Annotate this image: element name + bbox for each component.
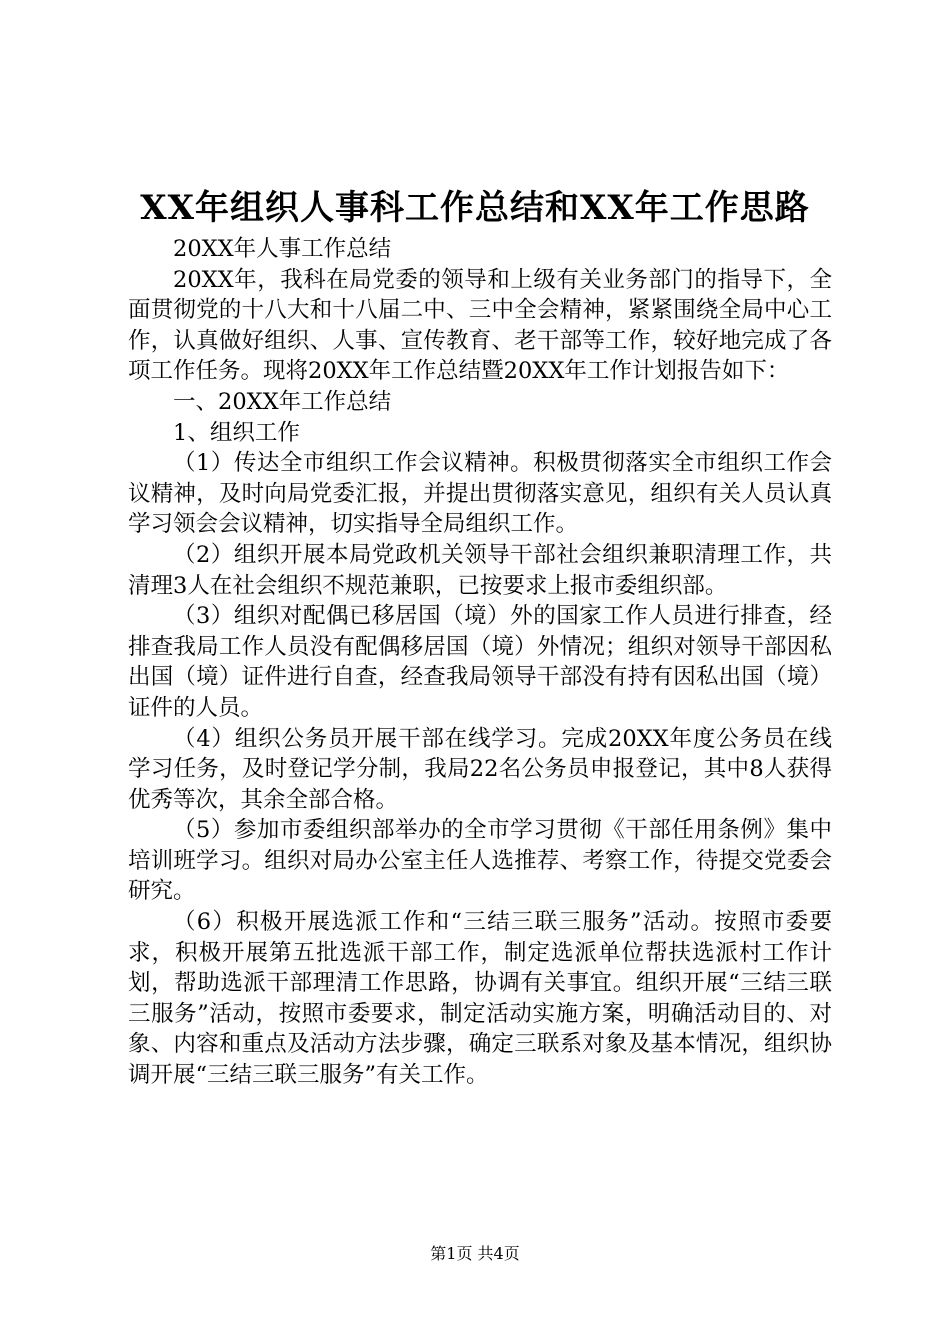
document-title: XX年组织人事科工作总结和XX年工作思路 [140, 188, 810, 228]
paragraph-item-2: （2）组织开展本局党政机关领导干部社会组织兼职清理工作，共清理3人在社会组织不规范兼职，已按要求上报市委组织部。 [128, 541, 832, 599]
page-footer: 第1页 共4页 [430, 1244, 520, 1263]
paragraph-subtitle: 20XX年人事工作总结 [173, 236, 392, 262]
section-heading: 一、20XX年工作总结 [173, 388, 392, 415]
paragraph-intro: 20XX年，我科在局党委的领导和上级有关业务部门的指导下，全面贯彻党的十八大和十八届二中、三中全会精神，紧紧围绕全局中心工作，认真做好组织、人事、宣传教育、老干部等工作，较好地完成了各项工作任务。现将20XX年工作总结暨20XX年工作计划报告如下： [128, 266, 832, 385]
document-body [128, 234, 832, 1091]
paragraph-item-5: （5）参加市委组织部举办的全市学习贯彻《干部任用条例》集中培训班学习。组织对局办公室主任人选推荐、考察工作，待提交党委会研究。 [128, 817, 832, 905]
paragraph-item-3: （3）组织对配偶已移居国（境）外的国家工作人员进行排查，经排查我局工作人员没有配偶移居国（境）外情况；组织对领导干部因私出国（境）证件进行自查，经查我局领导干部没有持有因私出国（境）证件的人员。 [128, 603, 832, 721]
paragraph-item-4: （4）组织公务员开展干部在线学习。完成20XX年度公务员在线学习任务，及时登记学分制，我局22名公务员申报登记，其中8人获得优秀等次，其余全部合格。 [128, 725, 832, 813]
paragraph-item-6: （6）积极开展选派工作和“三结三联三服务”活动。按照市委要求，积极开展第五批选派干部工作，制定选派单位帮扶选派村工作计划，帮助选派干部理清工作思路，协调有关事宜。组织开展“三结三联三服务”活动，按照市委要求，制定活动实施方案，明确活动目的、对象、内容和重点及活动方法步骤，确定三联系对象及基本情况，组织协调开展“三结三联三服务”有关工作。 [128, 909, 832, 1089]
paragraph-item-1: （1）传达全市组织工作会议精神。积极贯彻落实全市组织工作会议精神，及时向局党委汇报，并提出贯彻落实意见，组织有关人员认真学习领会会议精神，切实指导全局组织工作。 [128, 450, 832, 538]
subsection-heading: 1、组织工作 [173, 419, 300, 446]
